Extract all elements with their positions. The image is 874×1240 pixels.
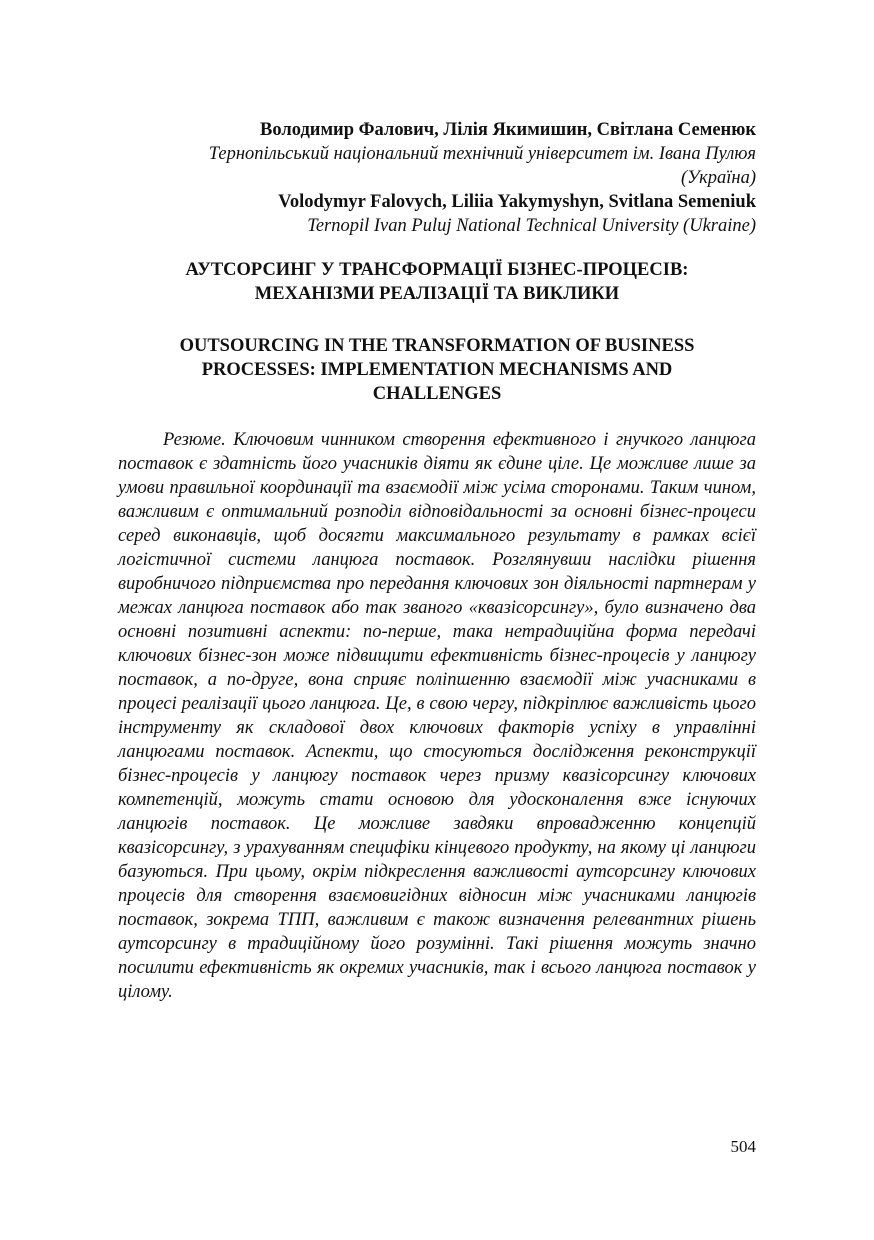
title-english-line3: CHALLENGES (372, 384, 502, 404)
paper-title (118, 258, 756, 406)
title-ukrainian (118, 258, 756, 306)
title-english (118, 334, 756, 406)
author-block (118, 118, 756, 238)
title-ukrainian-line1: АУТСОРСИНГ У ТРАНСФОРМАЦІЇ БІЗНЕС-ПРОЦЕСІВ: (185, 260, 689, 280)
affiliation-english: Ternopil Ivan Puluj National Technical University (Ukraine) (307, 216, 756, 236)
affiliation-ukrainian-line1: Тернопільський національний технічний університет ім. Івана Пулюя (208, 144, 756, 164)
title-english-line2: PROCESSES: IMPLEMENTATION MECHANISMS AND (201, 360, 673, 380)
page-number: 504 (730, 1137, 756, 1156)
title-ukrainian-line2: МЕХАНІЗМИ РЕАЛІЗАЦІЇ ТА ВИКЛИКИ (254, 284, 620, 304)
authors-ukrainian: Володимир Фалович, Лілія Якимишин, Світлана Семенюк (260, 120, 756, 140)
title-english-line1: OUTSOURCING IN THE TRANSFORMATION OF BUSINESS (179, 336, 695, 356)
authors-english: Volodymyr Falovych, Liliia Yakymyshyn, Svitlana Semeniuk (278, 192, 756, 212)
affiliation-ukrainian-line2: (Україна) (680, 168, 756, 188)
abstract-paragraph: Резюме. Ключовим чинником створення ефективного і гнучкого ланцюга поставок є здатність його учасників діяти як єдине ціле. Це можливе лише за умови правильної координації та взаємодії між усіма сторонами. Таким чином, важливим є оптимальний розподіл відповідальності за основні бізнес-процеси серед виконавців, щоб досягти максимального результату в рамках всієї логістичної системи ланцюга поставок. Розглянувши наслідки рішення виробничого підприємства про передання ключових зон діяльності партнерам у межах ланцюга поставок або так званого «квазісорсингу», було визначено два основні позитивні аспекти: по-перше, така нетрадиційна форма передачі ключових бізнес-зон може підвищити ефективність бізнес-процесів у ланцюгу поставок, а по-друге, вона сприяє поліпшенню взаємодії між учасниками в процесі реалізації цього ланцюга. Це, в свою чергу, підкріплює важливість цього інструменту як складової двох ключових факторів успіху в управлінні ланцюгами поставок. Аспекти, що стосуються дослідження реконструкції бізнес-процесів у ланцюгу поставок через призму квазісорсингу ключових компетенцій, можуть стати основою для удосконалення вже існуючих ланцюгів поставок. Це можливе завдяки впровадженню концепцій квазісорсингу, з урахуванням специфіки кінцевого продукту, на якому ці ланцюги базуються. При цьому, окрім підкреслення важливості аутсорсингу ключових процесів для створення взаємовигідних відносин між учасниками ланцюгів поставок, зокрема ТПП, важливим є також визначення релевантних рішень аутсорсингу в традиційному його розумінні. Такі рішення можуть значно посилити ефективність як окремих учасників, так і всього ланцюга поставок у цілому. (118, 430, 756, 1002)
